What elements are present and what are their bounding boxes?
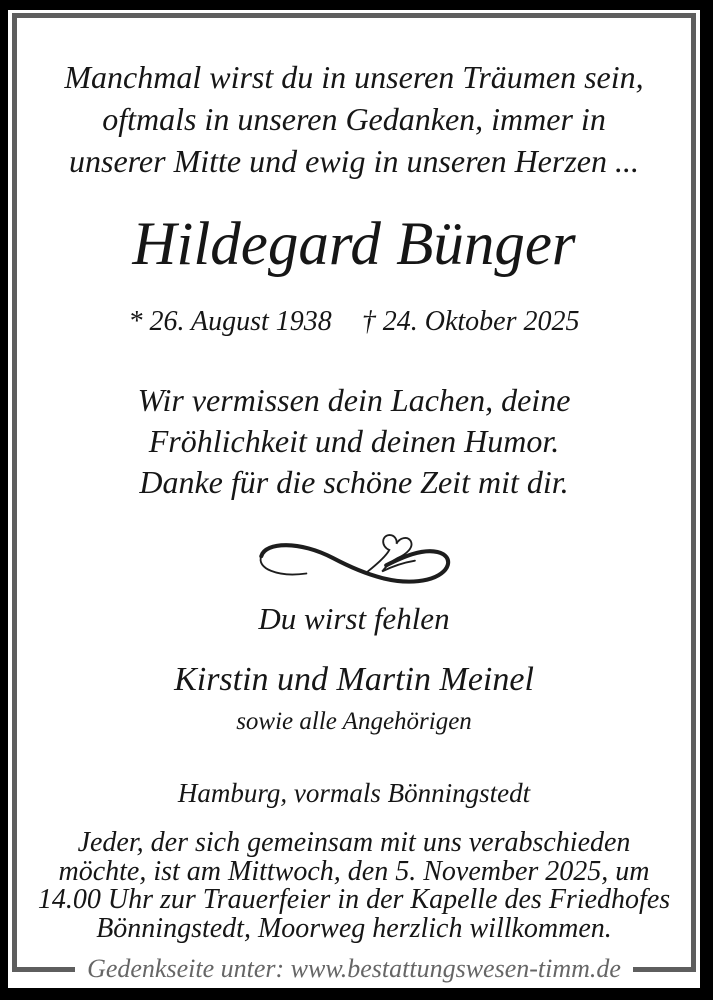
frame-bottom-left-segment	[12, 967, 75, 972]
tribute-line-1: Wir vermissen dein Lachen, deine	[137, 382, 571, 418]
life-dates	[26, 306, 682, 338]
obituary-card	[8, 10, 700, 988]
deceased-name: Hildegard Bünger	[132, 211, 576, 278]
frame-bottom-right-segment	[633, 967, 696, 972]
service-info	[26, 829, 682, 943]
service-line-4: Bönningstedt, Moorweg herzlich willkommen.	[96, 912, 612, 944]
relatives-line: sowie alle Angehörigen	[236, 708, 472, 735]
memorial-site-link: Gedenkseite unter: www.bestattungswesen-timm.de	[87, 954, 621, 983]
memorial-site-row	[12, 951, 696, 987]
obituary-content	[26, 10, 682, 943]
service-line-1: Jeder, der sich gemeinsam mit uns verabschieden	[77, 827, 631, 858]
opening-verse	[26, 56, 682, 182]
farewell-line: Du wirst fehlen	[258, 601, 450, 636]
opening-verse-line-2: oftmals in unseren Gedanken, immer in	[102, 101, 606, 137]
location-line: Hamburg, vormals Bönningstedt	[177, 778, 531, 808]
birth-date: * 26. August 1938	[128, 306, 332, 337]
tribute-line-3: Danke für die schöne Zeit mit dir.	[139, 464, 569, 500]
tribute-verse	[26, 380, 682, 503]
service-line-3: 14.00 Uhr zur Trauerfeier in der Kapelle des Friedhofes	[37, 884, 671, 915]
infinity-heart-flourish-icon	[26, 517, 682, 589]
tribute-line-2: Fröhlichkeit und deinen Humor.	[148, 423, 560, 459]
service-line-2: möchte, ist am Mittwoch, den 5. November 2025, um	[58, 855, 650, 887]
death-date: † 24. Oktober 2025	[361, 306, 580, 337]
opening-verse-line-1: Manchmal wirst du in unseren Träumen sein,	[64, 59, 644, 95]
opening-verse-line-3: unserer Mitte und ewig in unseren Herzen ...	[69, 143, 639, 179]
mourners-names: Kirstin und Martin Meinel	[174, 661, 534, 698]
